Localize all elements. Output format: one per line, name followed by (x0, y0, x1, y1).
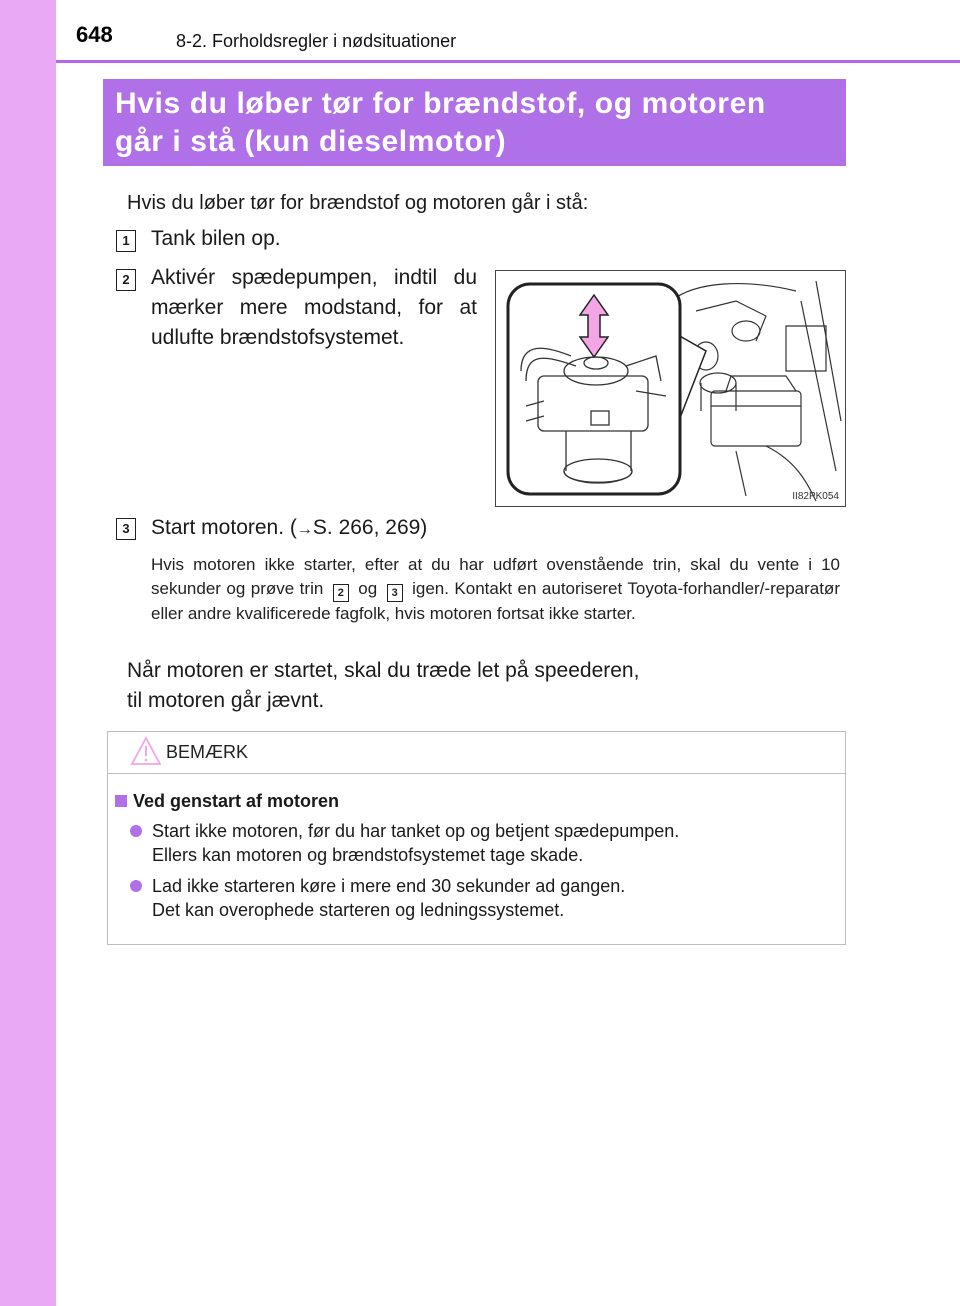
step-2-line: udlufte brændstofsystemet. (151, 326, 405, 349)
engine-bay-drawing (496, 271, 845, 506)
spade-pump-illustration (495, 270, 846, 507)
notice-heading-text: Ved genstart af motoren (133, 791, 340, 811)
step-2-text (151, 263, 477, 353)
square-bullet-icon (115, 795, 127, 807)
round-bullet-icon (130, 825, 142, 837)
notice-item-1 (130, 819, 830, 867)
round-bullet-icon (130, 880, 142, 892)
after-start-text (127, 656, 639, 716)
step-3-prefix: Start motoren. ( (151, 516, 297, 539)
after-start-line1: Når motoren er startet, skal du træde let på speederen, (127, 659, 640, 682)
step-3-note (151, 553, 840, 626)
step-1-text: Tank bilen op. (151, 227, 281, 250)
notice-heading (115, 791, 339, 812)
inline-step-ref-3: 3 (387, 584, 403, 602)
intro-text: Hvis du løber tør for brændstof og motoren går i stå: (127, 192, 589, 214)
notice-item-line: Start ikke motoren, før du har tanket op og betjent spædepumpen. (152, 821, 680, 841)
note-text-part1: Hvis motoren ikke starter, efter at du har udført ovenstående trin, skal du vente i 10 sekunder og prøve trin (151, 555, 840, 598)
section-title-line2: går i stå (kun dieselmotor) (115, 125, 507, 158)
step-3-text (151, 513, 427, 545)
step-2-line: Aktivér spædepumpen, indtil du (151, 266, 477, 289)
step-3-page-reference[interactable]: S. 266, 269) (312, 516, 428, 539)
header-divider (56, 60, 960, 63)
notice-item-line: Ellers kan motoren og brændstofsystemet tage skade. (152, 845, 584, 865)
notice-item-2 (130, 874, 830, 922)
step-2-line: mærker mere modstand, for at (151, 296, 477, 319)
step-number-3: 3 (116, 518, 136, 540)
see-page-arrow-icon: → (296, 521, 313, 538)
step-number-2: 2 (116, 269, 136, 291)
warning-triangle-icon (130, 736, 162, 766)
note-text-part2: igen. Kontakt en autoriseret Toyota-forhandler/-reparatør eller andre kvalificerede fagfolk, hvis motoren fortsat ikke starter. (151, 579, 840, 623)
notice-box (107, 731, 846, 945)
figure-code: II82PK054 (792, 491, 839, 502)
notice-label: BEMÆRK (166, 742, 249, 762)
notice-item-line: Lad ikke starteren køre i mere end 30 sekunder ad gangen. (152, 876, 626, 896)
chapter-title: 8-2. Forholdsregler i nødsituationer (176, 31, 457, 51)
page-number: 648 (76, 22, 113, 47)
step-number-1: 1 (116, 230, 136, 252)
inline-step-ref-2: 2 (333, 584, 349, 602)
side-color-strip (0, 0, 56, 1306)
after-start-line2: til motoren går jævnt. (127, 689, 325, 712)
section-banner (103, 79, 846, 166)
note-conjunction: og (358, 579, 378, 598)
notice-header (108, 732, 845, 774)
notice-item-line: Det kan overophede starteren og ledningssystemet. (152, 900, 565, 920)
section-title-line1: Hvis du løber tør for brændstof, og motoren (115, 87, 766, 120)
